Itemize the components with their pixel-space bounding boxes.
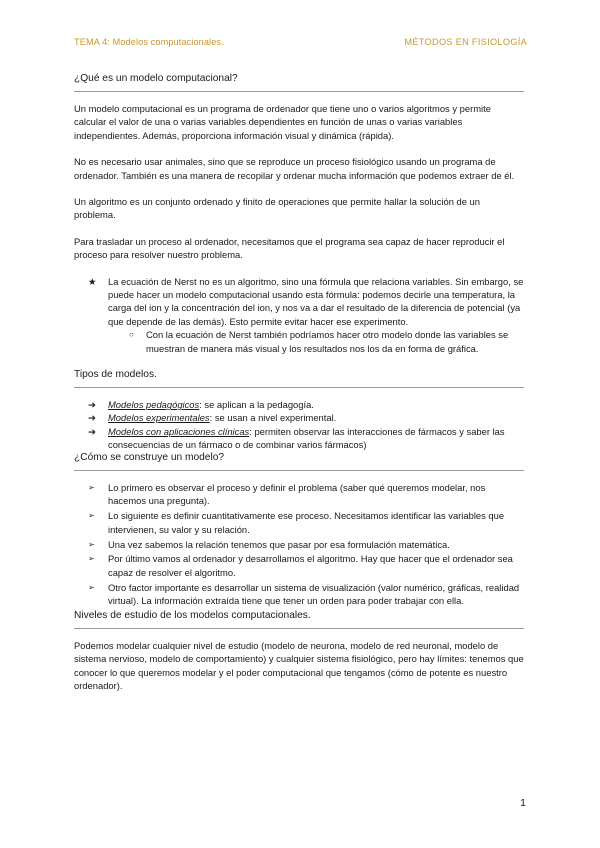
- arrow-bullet-icon: ➔: [88, 425, 96, 437]
- section-divider: [74, 91, 524, 92]
- build-steps-list: [74, 481, 524, 608]
- section-title-study-levels: Niveles de estudio de los modelos computacionales.: [74, 610, 311, 622]
- arrow-bullet-icon: ➔: [88, 399, 96, 411]
- paragraph: Para trasladar un proceso al ordenador, necesitamos que el programa sea capaz de hacer reproducir el proceso para resolver nuestro problema.: [74, 235, 505, 261]
- sub-list: [108, 328, 524, 355]
- document-body: [74, 72, 524, 706]
- term: Modelos con aplicaciones clínicas: [108, 425, 250, 437]
- list-item-text: La ecuación de Nerst no es un algoritmo, sino una fórmula que relaciona variables. Sin embargo, se puede hacer un modelo computacional usando esta fórmula: podemos decirle una temperatura, la carga del ion y la concentración del ion, y nos va a dar el resultado de la diferencia de potencial (ya que depende de las demás). Esto permite evitar hacer ese experimento.: [108, 275, 524, 327]
- arrow-bullet-icon: ➔: [88, 412, 96, 424]
- sub-list-item: [74, 328, 524, 355]
- definition: : permiten observar las interacciones de fármacos y saber las consecuencias de un fármaco o de combinar varios fármacos): [108, 425, 505, 450]
- triangle-arrow-bullet-icon: ➢: [88, 539, 95, 549]
- list-item: [74, 425, 524, 451]
- list-item: [74, 581, 524, 608]
- header-subject: MÉTODOS EN FISIOLOGÍA: [404, 37, 527, 47]
- paragraph: Un algoritmo es un conjunto ordenado y finito de operaciones que permite hallar la solución de un problema.: [74, 196, 480, 221]
- list-item-text: Una vez sabemos la relación tenemos que pasar por esa formulación matemática.: [108, 538, 450, 550]
- list-item: [74, 552, 524, 579]
- section-title-how-to-build: ¿Cómo se construye un modelo?: [74, 451, 225, 463]
- star-bullet-icon: ★: [88, 275, 97, 287]
- paragraph: Un modelo computacional es un programa de ordenador que tiene uno o varios algoritmos y permite calcular el valor de una o varias variables dependientes en función de unas o varias variables independientes. Además, proporciona información visual y dinámica (rápida).: [74, 103, 491, 141]
- list-item-text: Lo siguiente es definir cuantitativamente ese proceso. Necesitamos identificar las variables que intervienen, su valor y su relación.: [108, 510, 505, 535]
- header-topic: TEMA 4: Modelos computacionales.: [74, 37, 224, 47]
- triangle-arrow-bullet-icon: ➢: [88, 482, 95, 492]
- list-item-text: Por último vamos al ordenador y desarrollamos el algoritmo. Hay que hacer que el ordenador sea capaz de resolver el algoritmo.: [108, 553, 513, 578]
- list-item-text: Otro factor importante es desarrollar un sistema de visualización (valor numérico, gráficas, realidad virtual). La información extraída tiene que tener un orden para poder trabajar con ella.: [108, 581, 520, 607]
- list-item: [74, 481, 524, 508]
- section-divider: [74, 387, 524, 388]
- list-item: [74, 538, 524, 551]
- section-divider: [74, 470, 524, 471]
- definition: : se usan a nivel experimental.: [209, 412, 337, 424]
- list-item-text: Lo primero es observar el proceso y definir el problema (saber qué queremos modelar, nos hacemos una pregunta).: [108, 481, 486, 507]
- triangle-arrow-bullet-icon: ➢: [88, 582, 95, 592]
- list-item: [74, 275, 524, 355]
- page-header: [74, 37, 527, 49]
- circle-bullet-icon: ○: [129, 330, 134, 340]
- section-title-model-types: Tipos de modelos.: [74, 369, 157, 381]
- star-list: [74, 275, 524, 355]
- list-item: [74, 509, 524, 536]
- triangle-arrow-bullet-icon: ➢: [88, 511, 95, 521]
- list-item: [74, 411, 524, 424]
- term: Modelos pedagógicos: [108, 399, 200, 411]
- paragraph: Podemos modelar cualquier nivel de estudio (modelo de neurona, modelo de red neuronal, modelo de sistema nervioso, modelo de comportamiento) y cualquier sistema fisiológico, pero hay límites: tenemos que conocer lo que queremos modelar y el poder computacional que tengamos (cómo de potente es nuestro ordenador).: [74, 640, 524, 692]
- section-title-what-is-model: ¿Qué es un modelo computacional?: [74, 73, 238, 84]
- term: Modelos experimentales: [108, 412, 210, 424]
- page-number: 1: [520, 797, 526, 809]
- model-types-list: [74, 398, 524, 451]
- sub-list-item-text: Con la ecuación de Nerst también podríamos hacer otro modelo donde las variables se muestran de manera más visual y los resultados nos los da en forma de gráfica.: [146, 329, 509, 354]
- triangle-arrow-bullet-icon: ➢: [88, 554, 95, 564]
- section-divider: [74, 628, 524, 629]
- definition: : se aplican a la pedagogía.: [199, 399, 314, 411]
- list-item: [74, 398, 524, 411]
- paragraph: No es necesario usar animales, sino que se reproduce un proceso fisiológico usando un programa de ordenador. También es una manera de recopilar y ordenar mucha información que podemos extraer de él.: [74, 156, 515, 181]
